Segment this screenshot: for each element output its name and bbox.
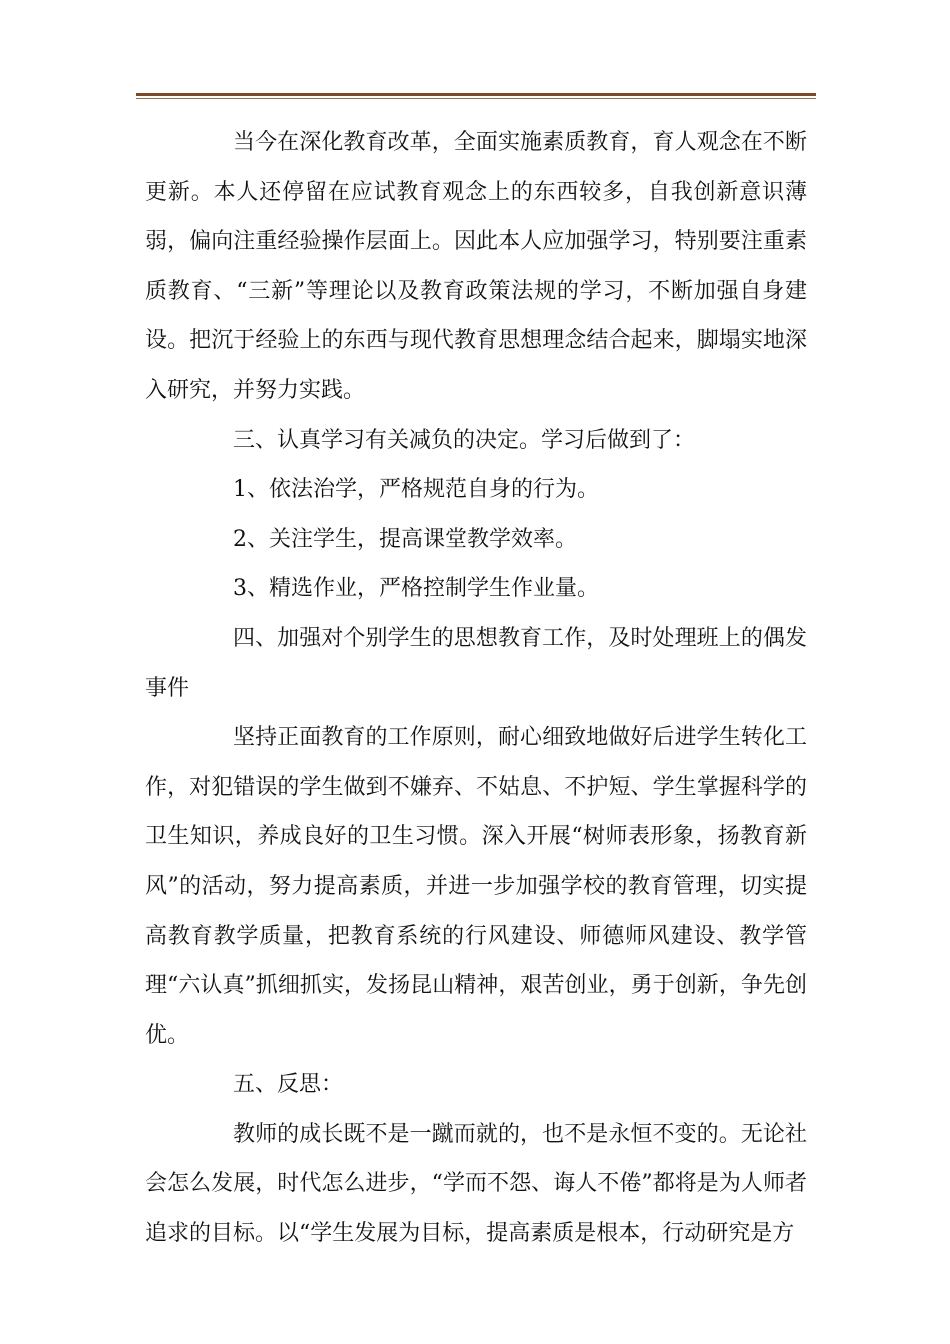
section-heading-5: 五、反思：	[233, 1072, 344, 1098]
section-heading-3: 三、认真学习有关减负的决定。学习后做到了：	[233, 427, 696, 453]
paragraph-2: 坚持正面教育的工作原则，耐心细致地做好后进学生转化工作，对犯错误的学生做到不嫌弃、不姑息、不护短、学生掌握科学的卫生知识，养成良好的卫生习惯。深入开展“树师表形象，扬教育新风”的活动，努力提高素质，并进一步加强学校的教育管理，切实提高教育教学质量，把教育系统的行风建设、师德师风建设、教学管理“六认真”抓细抓实，发扬昆山精神，艰苦创业，勇于创新，争先创优。	[145, 725, 807, 1048]
section-heading-4: 四、加强对个别学生的思想教育工作，及时处理班上的偶发事件	[145, 625, 807, 701]
header-rule	[136, 93, 816, 96]
list-item-3: 3、精选作业，严格控制学生作业量。	[233, 576, 599, 602]
paragraph-3: 教师的成长既不是一蹴而就的，也不是永恒不变的。无论社会怎么发展，时代怎么进步，“学而不怨、诲人不倦”都将是为人师者追求的目标。以“学生发展为目标，提高素质是根本，行动研究是方	[145, 1121, 807, 1247]
list-item-1: 1、依法治学，严格规范自身的行为。	[233, 477, 599, 503]
header-rule-thin	[136, 98, 816, 99]
paragraph-1: 当今在深化教育改革，全面实施素质教育，育人观念在不断更新。本人还停留在应试教育观念上的东西较多，自我创新意识薄弱，偏向注重经验操作层面上。因此本人应加强学习，特别要注重素质教育、“三新”等理论以及教育政策法规的学习，不断加强自身建设。把沉于经验上的东西与现代教育思想理念结合起来，脚塌实地深入研究，并努力实践。	[145, 130, 807, 403]
document-body	[145, 118, 807, 1259]
list-item-2: 2、关注学生，提高课堂教学效率。	[233, 526, 577, 552]
